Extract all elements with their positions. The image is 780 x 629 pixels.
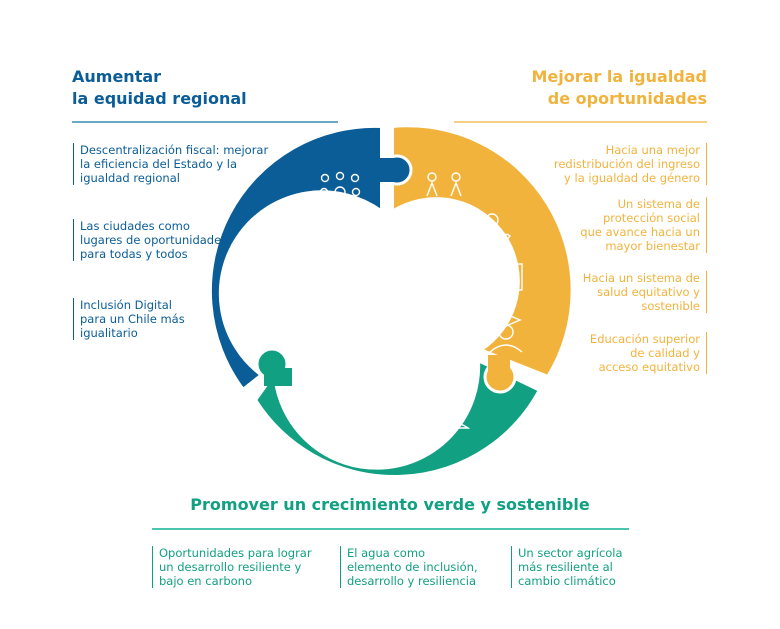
green-item-3 — [511, 546, 623, 588]
blue-item-3-line2: para un Chile más — [80, 312, 185, 326]
yellow-item-1-line3: y la igualdad de género — [564, 171, 700, 185]
pillar-title-yellow-line1: Mejorar la igualdad — [531, 67, 707, 86]
green-item-2 — [340, 546, 478, 588]
yellow-item-4 — [590, 332, 707, 374]
solar-panel-icon — [296, 388, 338, 426]
blue-item-1-line3: igualdad regional — [80, 171, 180, 185]
yellow-item-4-line1: Educación superior — [589, 332, 700, 346]
pillar-title-yellow-line2: de oportunidades — [547, 89, 707, 108]
pillar-title-blue-line2: la equidad regional — [72, 89, 247, 108]
blue-item-1 — [73, 143, 268, 185]
green-item-3-line3: cambio climático — [518, 574, 616, 588]
water-icon — [368, 410, 412, 438]
green-item-3-line2: más resiliente al — [518, 560, 613, 574]
pillar-title-blue-line1: Aumentar — [72, 67, 162, 86]
green-item-1-line2: un desarrollo resiliente y — [159, 560, 302, 574]
pillar-title-yellow — [531, 66, 707, 110]
divider-yellow — [454, 121, 707, 123]
yellow-item-1-line1: Hacia una mejor — [605, 143, 700, 157]
yellow-item-4-line3: acceso equitativo — [598, 360, 700, 374]
blue-item-2 — [73, 219, 227, 261]
yellow-item-1-line2: redistribución del ingreso — [553, 157, 700, 171]
yellow-item-3 — [583, 271, 707, 313]
blue-item-3-line3: igualitario — [80, 326, 138, 340]
pillar-title-blue — [72, 66, 247, 110]
yellow-item-2-line4: mayor bienestar — [605, 239, 700, 253]
yellow-item-3-line2: salud equitativo y — [597, 285, 700, 299]
devices-icon — [242, 298, 284, 328]
green-item-2-line3: desarrollo y resiliencia — [347, 574, 477, 588]
green-item-2-line2: elemento de inclusión, — [347, 560, 478, 574]
yellow-item-2-line2: protección social — [602, 211, 700, 225]
yellow-item-1 — [554, 143, 707, 185]
divider-green — [152, 528, 629, 530]
yellow-item-2-line1: Un sistema de — [617, 197, 700, 211]
yellow-item-2-line3: que avance hacia un — [580, 225, 700, 239]
green-item-2-line1: El agua como — [347, 546, 426, 560]
green-item-1 — [152, 546, 312, 588]
blue-item-1-line1: Descentralización fiscal: mejorar — [80, 143, 269, 157]
green-item-3-line1: Un sector agrícola — [518, 546, 623, 560]
ring-hole — [307, 215, 467, 375]
blue-item-2-line2: lugares de oportunidades — [80, 233, 228, 247]
city-icon — [262, 218, 312, 262]
blue-item-2-line1: Las ciudades como — [80, 219, 190, 233]
yellow-item-4-line2: de calidad y — [630, 346, 700, 360]
green-item-1-line3: bajo en carbono — [159, 574, 253, 588]
divider-blue — [72, 121, 338, 123]
yellow-item-2 — [580, 197, 707, 253]
yellow-item-3-line3: sostenible — [641, 299, 700, 313]
blue-item-2-line3: para todas y todos — [80, 247, 188, 261]
blue-item-1-line2: la eficiencia del Estado y la — [80, 157, 238, 171]
pillar-title-green: Promover un crecimiento verde y sostenible — [190, 495, 590, 514]
blue-item-3-line1: Inclusión Digital — [80, 298, 172, 312]
yellow-item-3-line1: Hacia un sistema de — [582, 271, 700, 285]
blue-item-3 — [73, 298, 185, 340]
green-item-1-line1: Oportunidades para lograr — [159, 546, 312, 560]
